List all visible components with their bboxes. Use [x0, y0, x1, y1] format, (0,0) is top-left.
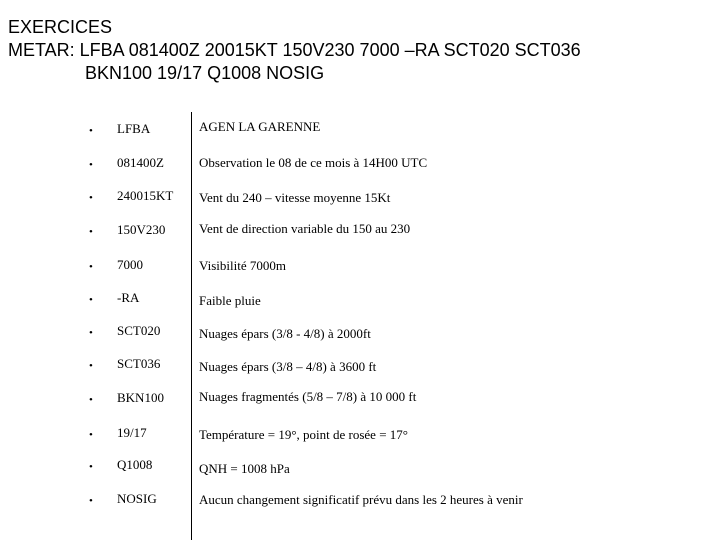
- metar-description: Vent du 240 – vitesse moyenne 15Kt: [199, 190, 391, 205]
- metar-code: 081400Z: [117, 155, 164, 170]
- bullet-icon: •: [89, 327, 93, 339]
- bullet-icon: •: [89, 495, 93, 507]
- metar-description: Aucun changement significatif prévu dans les 2 heures à venir: [199, 492, 523, 507]
- metar-description: Nuages épars (3/8 – 4/8) à 3600 ft: [199, 359, 377, 374]
- metar-code: SCT036: [117, 356, 161, 371]
- metar-description: Observation le 08 de ce mois à 14H00 UTC: [199, 155, 428, 170]
- metar-code: 150V230: [117, 222, 166, 237]
- bullet-icon: •: [89, 159, 93, 171]
- bullet-icon: •: [89, 461, 93, 473]
- metar-code: NOSIG: [117, 491, 157, 506]
- bullet-icon: •: [89, 360, 93, 372]
- metar-description: Visibilité 7000m: [199, 258, 286, 273]
- metar-description: QNH = 1008 hPa: [199, 461, 290, 476]
- metar-code: BKN100: [117, 390, 164, 405]
- metar-description: Faible pluie: [199, 293, 261, 308]
- metar-description: Vent de direction variable du 150 au 230: [199, 221, 411, 236]
- metar-description: Nuages épars (3/8 - 4/8) à 2000ft: [199, 326, 371, 341]
- metar-description: Nuages fragmentés (5/8 – 7/8) à 10 000 ft: [199, 389, 417, 404]
- metar-code: 240015KT: [117, 188, 174, 203]
- metar-line-1: METAR: LFBA 081400Z 20015KT 150V230 7000 –RA SCT020 SCT036: [8, 40, 581, 60]
- bullet-icon: •: [89, 429, 93, 441]
- metar-description: Température = 19°, point de rosée = 17°: [199, 427, 408, 442]
- metar-code: 7000: [117, 257, 143, 272]
- metar-code: 19/17: [117, 425, 147, 440]
- bullet-icon: •: [89, 192, 93, 204]
- metar-code: SCT020: [117, 323, 161, 338]
- bullet-icon: •: [89, 294, 93, 306]
- metar-line-2: BKN100 19/17 Q1008 NOSIG: [85, 63, 325, 83]
- metar-code: LFBA: [117, 121, 151, 136]
- metar-code: Q1008: [117, 457, 153, 472]
- bullet-icon: •: [89, 261, 93, 273]
- metar-description: AGEN LA GARENNE: [199, 119, 321, 134]
- metar-code: -RA: [117, 290, 140, 305]
- bullet-icon: •: [89, 226, 93, 238]
- bullet-icon: •: [89, 394, 93, 406]
- page-title: EXERCICES: [8, 17, 113, 37]
- bullet-icon: •: [89, 125, 93, 137]
